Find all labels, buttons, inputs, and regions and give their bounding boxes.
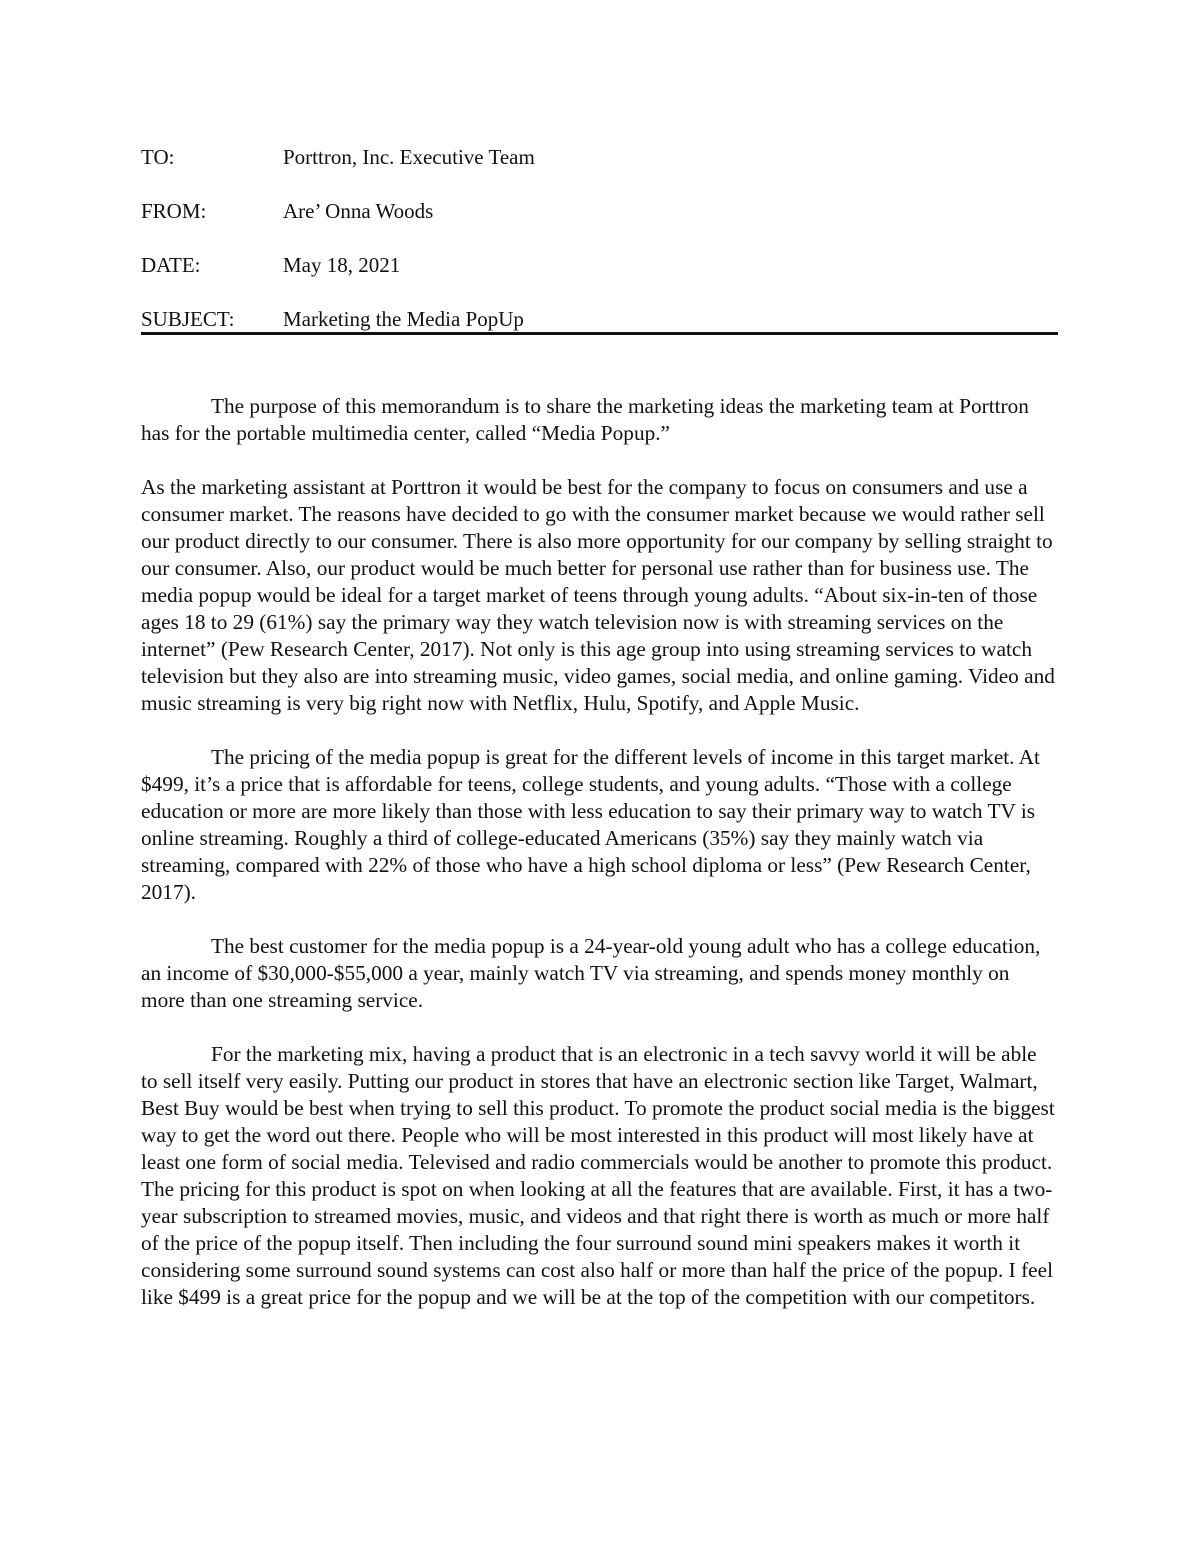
memo-date-value: May 18, 2021	[283, 253, 401, 277]
memo-from-value: Are’ Onna Woods	[283, 199, 434, 223]
memo-from-label: FROM:	[141, 199, 207, 223]
paragraph-marketing-mix: For the marketing mix, having a product that is an electronic in a tech savvy world it will be able to sell itself very easily. Putting our product in stores that have an electronic section like Target, Walmart, Best Buy would be best when trying to sell this product. To promote the product social media is the biggest way to get the word out there. People who will be most interested in this product will most likely have at least one form of social media. Televised and radio commercials would be another to promote this product. The pricing for this product is spot on when looking at all the features that are available. First, it has a two-year subscription to streamed movies, music, and videos and that right there is worth as much or more half of the price of the popup itself. Then including the four surround sound mini speakers makes it worth it considering some surround sound systems can cost also half or more than half the price of the popup. I feel like $499 is a great price for the popup and we will be at the top of the competition with our competitors.	[141, 1042, 1055, 1309]
memo-date-label: DATE:	[141, 253, 201, 277]
paragraph-target-market: As the marketing assistant at Porttron it would be best for the company to focus on consumers and use a consumer market. The reasons have decided to go with the consumer market because we would rather sell our product directly to our consumer. There is also more opportunity for our company by selling straight to our consumer. Also, our product would be much better for personal use rather than for business use. The media popup would be ideal for a target market of teens through young adults. “About six-in-ten of those ages 18 to 29 (61%) say the primary way they watch television now is with streaming services on the internet” (Pew Research Center, 2017). Not only is this age group into using streaming services to watch television but they also are into streaming music, video games, social media, and online gaming. Video and music streaming is very big right now with Netflix, Hulu, Spotify, and Apple Music.	[141, 475, 1055, 715]
memo-body	[141, 393, 1058, 1338]
paragraph-best-customer: The best customer for the media popup is a 24-year-old young adult who has a college education, an income of $30,000-$55,000 a year, mainly watch TV via streaming, and spends money monthly on more than one streaming service.	[141, 934, 1041, 1012]
memo-to-value: Porttron, Inc. Executive Team	[283, 145, 535, 169]
paragraph-pricing: The pricing of the media popup is great for the different levels of income in this target market. At $499, it’s a price that is affordable for teens, college students, and young adults. “Those with a college education or more are more likely than those with less education to say their primary way to watch TV is online streaming. Roughly a third of college-educated Americans (35%) say they mainly watch via streaming, compared with 22% of those who have a high school diploma or less” (Pew Research Center, 2017).	[141, 745, 1040, 904]
memo-subject-label: SUBJECT:	[141, 307, 235, 331]
memo-subject-value: Marketing the Media PopUp	[283, 307, 524, 331]
memo-to-label: TO:	[141, 145, 175, 169]
header-divider	[141, 332, 1058, 335]
paragraph-purpose: The purpose of this memorandum is to share the marketing ideas the marketing team at Porttron has for the portable multimedia center, called “Media Popup.”	[141, 394, 1029, 445]
